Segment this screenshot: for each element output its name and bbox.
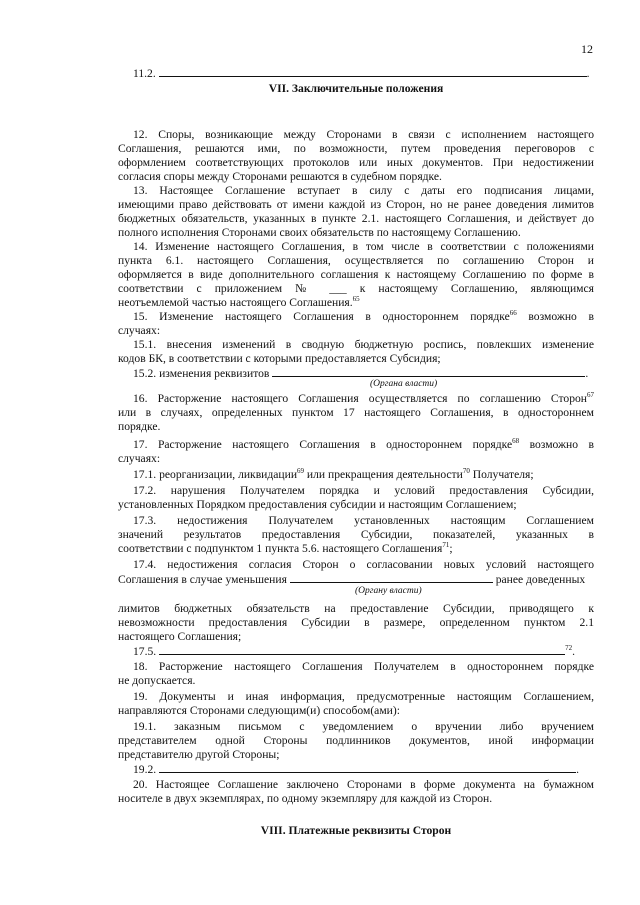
blank-line [159,762,576,773]
clause-17-line: случаях: [118,452,161,465]
clause-16-line: порядке. [118,420,161,433]
clause-17-3-line: значений результатов предоставления Субсидии, показателей, указанных в [118,528,594,541]
clause-20-line: 20. Настоящее Соглашение заключено Сторонами в форме документа на бумажном [133,778,594,791]
text: 17.5. [133,645,160,658]
footnote-ref[interactable]: 69 [297,467,305,475]
clause-14-line: пункта 6.1. настоящего Соглашения, осуществляется по соглашению Сторон и [118,254,594,267]
text: неотъемлемой частью настоящего Соглашения. [118,296,353,309]
text: Получателя; [469,468,534,481]
text: 15. Изменение настоящего Соглашения в одностороннем порядке [133,310,510,323]
blank-line [272,366,585,377]
clause-12-line: согласия споры между Сторонами решаются в судебном порядке. [118,170,442,183]
blank-line [159,644,565,655]
text: 16. Расторжение настоящего Соглашения осуществляется по соглашению Сторон [133,392,587,405]
blank-line [290,572,493,583]
footnote-ref[interactable]: 67 [587,391,594,399]
clause-19-1-line: представителем одной Стороны подлинников документов, иной информации [118,734,594,747]
text: соответствии с подпунктом 1 пункта 5.6. настоящего Соглашения [118,542,443,555]
clause-12-line: Соглашения, решаются ими, по возможности, путем проведения переговоров с [118,142,594,155]
clause-label: 11.2. [133,67,159,80]
clause-17-3-line: 17.3. недостижения Получателем установленных настоящим Соглашением [133,514,594,527]
clause-16-line [133,392,594,406]
clause-19-line: 19. Документы и иная информация, предусмотренные настоящим Соглашением, [133,690,594,703]
text: Соглашения в случае уменьшения [118,573,290,586]
punct: . [586,67,590,80]
clause-17-2-line: установленных Порядком предоставления субсидии и настоящим Соглашением; [118,498,517,511]
clause-13-line: имеющими право действовать от имени каждой из Сторон, но не ранее доведения лимитов [118,198,594,211]
footnote-ref[interactable]: 72 [565,644,573,652]
blank-line [159,66,587,77]
clause-14-line: 14. Изменение настоящего Соглашения, в том числе в соответствии с положениями [133,240,594,253]
clause-15-line [133,310,594,324]
clause-13-line: полного исполнения Сторонами своих обязательств по настоящему Соглашению. [118,226,521,239]
text: возможно в [519,438,594,451]
punct: . [576,763,579,776]
footnote-ref[interactable]: 70 [462,467,470,475]
clause-14-line: оформляется в виде дополнительного соглашения к настоящему Соглашению по форме в [118,268,594,281]
text: ранее доведенных [492,573,586,586]
text: 19.2. [133,763,160,776]
footnote-ref[interactable]: 71 [442,541,450,549]
clause-20-line: носителе в двух экземплярах, по одному экземпляру для каждой из Сторон. [118,792,493,805]
text: 17. Расторжение настоящего Соглашения в одностороннем порядке [133,438,513,451]
clause-12-line: 12. Споры, возникающие между Сторонами в связи с исполнением настоящего [133,128,594,141]
text: 15.2. изменения реквизитов [133,367,273,380]
clause-19-2 [133,762,594,777]
text: возможно в [516,310,594,323]
clause-17-4-line: настоящего Соглашения; [118,630,242,643]
clause-15-1-line: 15.1. внесения изменений в сводную бюджетную роспись, повлекших изменение [133,338,594,351]
clause-19-1-line: представителю другой Стороны; [118,748,280,761]
field-caption: (Органа власти) [370,379,438,389]
clause-17-4-line: невозможности предоставления Субсидии в размере, определенном пунктом 2.1 [118,616,594,629]
page-number: 12 [581,42,593,56]
clause-17-line [133,438,594,452]
clause-17-1 [133,468,594,482]
footnote-ref[interactable]: 65 [352,295,360,303]
clause-18-line: не допускается. [118,674,196,687]
clause-12-line: оформлением соответствующих протоколов или иных документов. При недостижении [118,156,594,169]
clause-13-line: 13. Настоящее Соглашение вступает в силу с даты его подписания лицами, [133,184,594,197]
clause-15-line: случаях: [118,324,161,337]
clause-17-2-line: 17.2. нарушения Получателем порядка и условий предоставления Субсидии, [133,484,594,497]
clause-19-line: направляются Сторонами следующим(и) способом(ами): [118,704,400,717]
clause-17-4-line: 17.4. недостижения согласия Сторон о согласовании новых условий настоящего [133,558,594,571]
text: 17.1. реорганизации, ликвидации [133,468,298,481]
clause-19-1-line: 19.1. заказным письмом с уведомлением о вручении либо вручением [133,720,594,733]
clause-11-2 [133,66,594,81]
clause-18-line: 18. Расторжение настоящего Соглашения Получателем в одностороннем порядке [133,660,594,673]
clause-13-line: бюджетных обязательств, указанных в пункте 2.1. настоящего Соглашения, и действует до [118,212,594,225]
clause-17-4-line: лимитов бюджетных обязательств на предоставление Субсидии, приводящего к [118,602,594,615]
section-7-title: VII. Заключительные положения [268,82,444,95]
clause-15-1-line: кодов БК, в соответствии с которыми предоставляется Субсидия; [118,352,441,365]
field-caption: (Органу власти) [355,586,422,596]
clause-14-line: соответствии с приложением № ___ к настоящему Соглашению, являющимся [118,282,594,295]
text: ; [449,542,453,555]
footnote-ref[interactable]: 66 [509,309,517,317]
clause-17-5 [133,644,594,659]
clause-17-3-line [118,542,594,556]
punct: . [585,367,589,380]
clause-14-line [118,296,594,310]
text: или прекращения деятельности [304,468,463,481]
punct: . [572,645,575,658]
section-8-title: VIII. Платежные реквизиты Сторон [260,824,452,837]
clause-16-line: или в случаях, определенных пунктом 17 настоящего Соглашения, в одностороннем [118,406,594,419]
clause-17-4-line [118,572,594,587]
footnote-ref[interactable]: 68 [512,437,520,445]
clause-15-2 [133,366,594,381]
